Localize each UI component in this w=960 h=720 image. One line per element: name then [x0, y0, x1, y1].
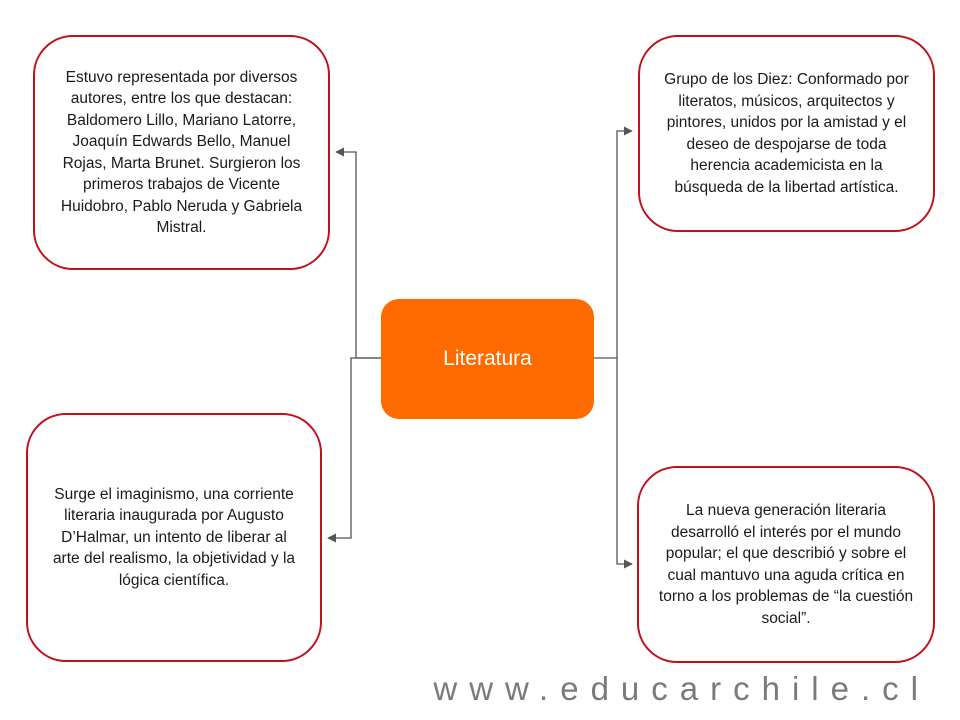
info-box-nueva-generacion-text: La nueva generación literaria desarrolló el interés por el mundo popular; el que describió y sobre el cual mantuvo una aguda crítica en torno a los problemas de “la cuestión social”. [658, 502, 914, 627]
info-box-grupo-de-los-diez-text: Grupo de los Diez: Conformado por literatos, músicos, arquitectos y pintores, unidos por la amistad y el deseo de despojarse de toda herencia academicista en la búsqueda de la libertad artística. [664, 71, 909, 196]
connector-bottom-left [328, 358, 381, 538]
info-box-grupo-de-los-diez [638, 35, 935, 232]
connector-top-right [594, 131, 632, 358]
info-box-nueva-generacion [637, 466, 935, 663]
connector-top-left [336, 152, 381, 358]
info-box-imaginismo [26, 413, 322, 662]
connector-bottom-right [617, 358, 632, 564]
info-box-authors [33, 35, 330, 270]
footer-url: www.educarchile.cl [433, 670, 930, 707]
info-box-authors-text: Estuvo representada por diversos autores, entre los que destacan: Baldomero Lillo, Mariano Latorre, Joaquín Edwards Bello, Manuel Rojas, Marta Brunet. Surgieron los primeros trabajos de Vicente Huidobro, Pablo Neruda y Gabriela Mistral. [60, 68, 303, 236]
central-node-literatura [381, 299, 594, 419]
central-node-label: Literatura [443, 347, 532, 370]
info-box-imaginismo-text: Surge el imaginismo, una corriente literaria inaugurada por Augusto D’Halmar, un intento de liberar al arte del realismo, la objetividad y la lógica científica. [52, 485, 296, 589]
